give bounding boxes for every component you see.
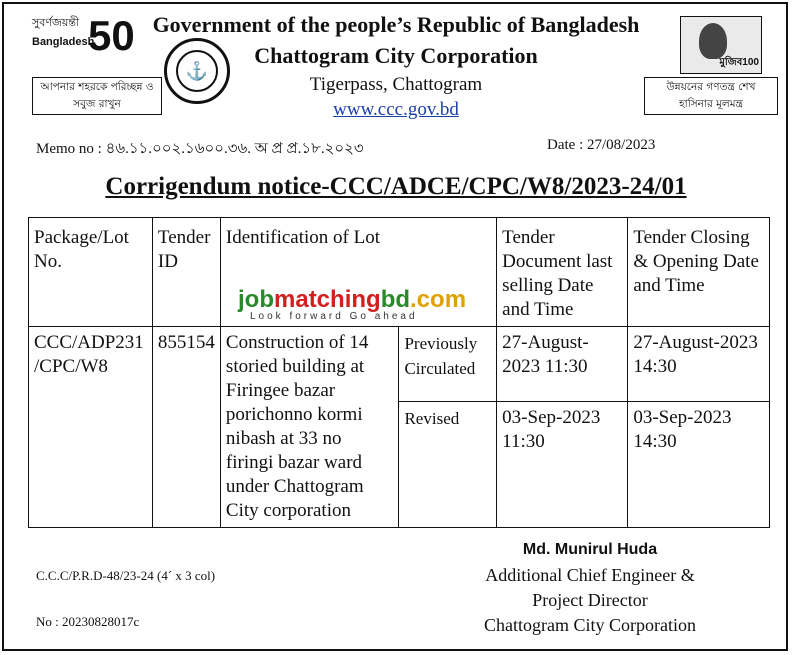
address: Tigerpass, Chattogram (309, 74, 483, 95)
signatory-designation-3: Chattogram City Corporation (484, 615, 696, 635)
reference-code: C.C.C/P.R.D-48/23-24 (4ˊ x 3 col) (36, 568, 216, 583)
cell-revised-close-date: 03-Sep-2023 14:30 (628, 402, 770, 528)
signatory-designation-2: Project Director (532, 590, 648, 610)
memo-date: Date : 27/08/2023 (547, 137, 656, 153)
logo-country-text: Bangladesh (32, 36, 95, 48)
notice-number: No : 20230828017c (36, 614, 140, 629)
cell-previous-doc-date: 27-August-2023 11:30 (497, 327, 628, 402)
watermark-logo: jobmatchingbd.com (238, 286, 467, 313)
watermark-tagline: Look forward Go ahead (250, 311, 418, 322)
notice-heading: Corrigendum notice-CCC/ADCE/CPC/W8/2023-24/01 (105, 173, 687, 200)
cell-tender-id: 855154 (152, 327, 220, 528)
government-title: Government of the people’s Republic of Bangladesh (152, 12, 640, 37)
memo-number: Memo no : ৪৬.১১.০০২.১৬০০.৩৬. অ প্র প্র.১৮.২০২৩ (36, 141, 364, 157)
slogan-right: উন্নয়নের গণতন্ত্র শেখ হাসিনার মূলমন্ত্র (644, 77, 778, 115)
signatory-name: Md. Munirul Huda (522, 541, 658, 558)
logo-number: 50 (88, 12, 135, 59)
logo-bengali-text: সুবর্ণজয়ন্তী (32, 16, 80, 29)
cell-previous-close-date: 27-August-2023 14:30 (628, 327, 770, 402)
tender-table (28, 217, 770, 528)
cell-package: CCC/ADP231 /CPC/W8 (29, 327, 153, 528)
city-corporation-seal-icon: ⚓ (164, 38, 230, 104)
mujib-100-mark: মুজিব100 (719, 57, 759, 68)
header-closing-opening: Tender Closing & Opening Date and Time (628, 218, 770, 327)
table-row (29, 327, 770, 402)
signatory-designation-1: Additional Chief Engineer & (485, 565, 695, 585)
header-tender-id: Tender ID (152, 218, 220, 327)
cell-previously-label: Previously Circulated (399, 327, 497, 402)
organization-title: Chattogram City Corporation (254, 43, 538, 68)
cell-identification: Construction of 14 storied building at Firingee bazar porichonno kormi nibash at 33 no firingi bazar ward under Chattogram City corporation (220, 327, 399, 528)
header-identification: Identification of Lot (220, 218, 496, 327)
header-package: Package/Lot No. (29, 218, 153, 327)
website-link[interactable]: www.ccc.gov.bd (333, 99, 459, 120)
cell-revised-doc-date: 03-Sep-2023 11:30 (497, 402, 628, 528)
slogan-left: আপনার শহরকে পরিচ্ছন্ন ও সবুজ রাখুন (32, 77, 162, 115)
header-document-selling: Tender Document last selling Date and Time (497, 218, 628, 327)
cell-revised-label: Revised (399, 402, 497, 528)
